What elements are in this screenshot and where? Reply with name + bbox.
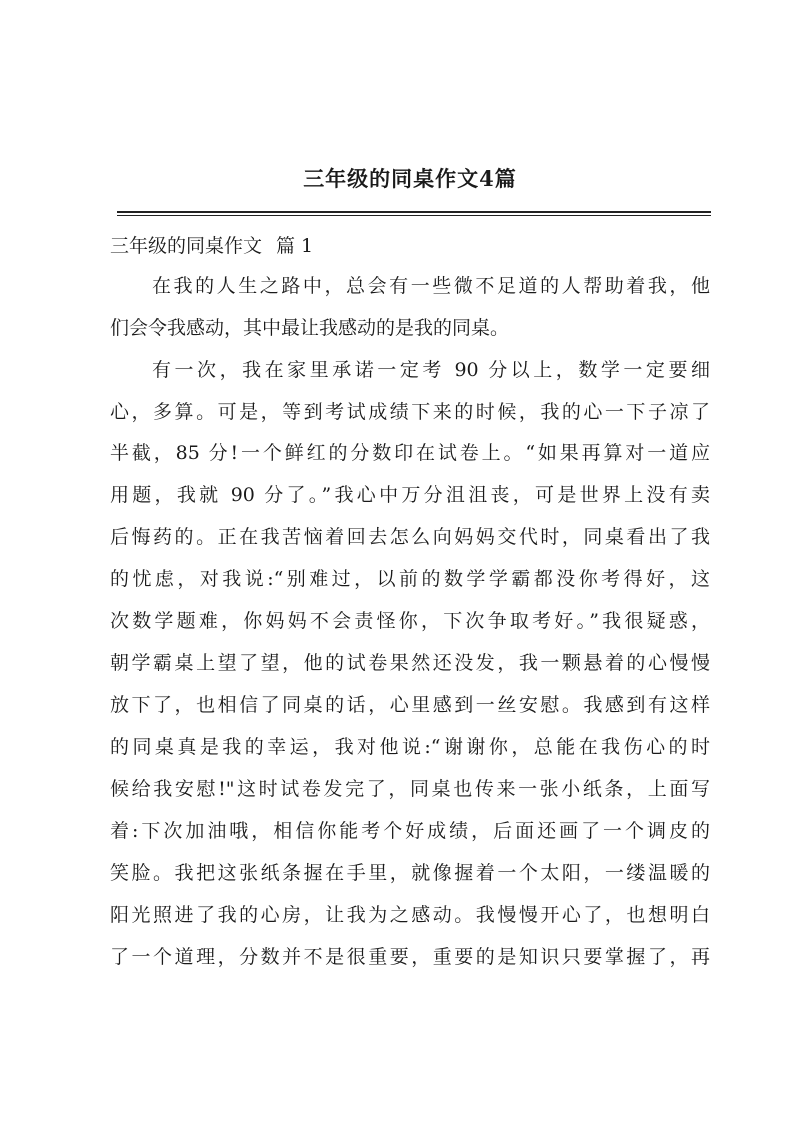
title-divider bbox=[117, 211, 711, 216]
paragraph-line: 们会令我感动，其中最让我感动的是我的同桌。 bbox=[110, 317, 510, 339]
paragraph-line: 有一次，我在家里承诺一定考 90 分以上，数学一定要细 bbox=[152, 359, 710, 381]
divider-thin-line bbox=[117, 215, 711, 216]
section-number: 篇 1 bbox=[276, 235, 314, 257]
paragraph-line: 朝学霸桌上望了望，他的试卷果然还没发，我一颗悬着的心慢慢 bbox=[110, 652, 710, 674]
section-heading bbox=[110, 231, 313, 261]
paragraph-line: 用题，我就 90 分了。”我心中万分沮沮丧，可是世界上没有卖 bbox=[110, 484, 710, 506]
section-heading-text: 三年级的同桌作文 bbox=[110, 235, 263, 257]
paragraph-line: 放下了，也相信了同桌的话，心里感到一丝安慰。我感到有这样 bbox=[110, 694, 710, 716]
paragraph-line: 的忧虑，对我说:“别难过，以前的数学学霸都没你考得好，这 bbox=[110, 568, 710, 590]
paragraph-line: 着:下次加油哦，相信你能考个好成绩，后面还画了一个调皮的 bbox=[110, 820, 710, 842]
paragraph-line: 了一个道理，分数并不是很重要，重要的是知识只要掌握了，再 bbox=[110, 946, 710, 968]
paragraph-line: 的同桌真是我的幸运，我对他说:“谢谢你，总能在我伤心的时 bbox=[110, 736, 710, 758]
paragraph-line: 后悔药的。正在我苦恼着回去怎么向妈妈交代时，同桌看出了我 bbox=[110, 526, 710, 548]
paragraph-line: 候给我安慰!"这时试卷发完了，同桌也传来一张小纸条，上面写 bbox=[110, 778, 710, 800]
paragraph-line: 阳光照进了我的心房，让我为之感动。我慢慢开心了，也想明白 bbox=[110, 904, 710, 926]
divider-thick-line bbox=[117, 211, 711, 213]
paragraph-line: 在我的人生之路中，总会有一些微不足道的人帮助着我，他 bbox=[152, 275, 710, 297]
paragraph-line: 心，多算。可是，等到考试成绩下来的时候，我的心一下子凉了 bbox=[110, 401, 710, 423]
paragraph-line: 次数学题难，你妈妈不会责怪你，下次争取考好。”我很疑惑， bbox=[110, 610, 710, 632]
paragraph-line: 笑脸。我把这张纸条握在手里，就像握着一个太阳，一缕温暖的 bbox=[110, 862, 710, 884]
document-title: 三年级的同桌作文4篇 bbox=[303, 166, 517, 191]
paragraph-line: 半截，85 分!一个鲜红的分数印在试卷上。“如果再算对一道应 bbox=[110, 442, 710, 464]
